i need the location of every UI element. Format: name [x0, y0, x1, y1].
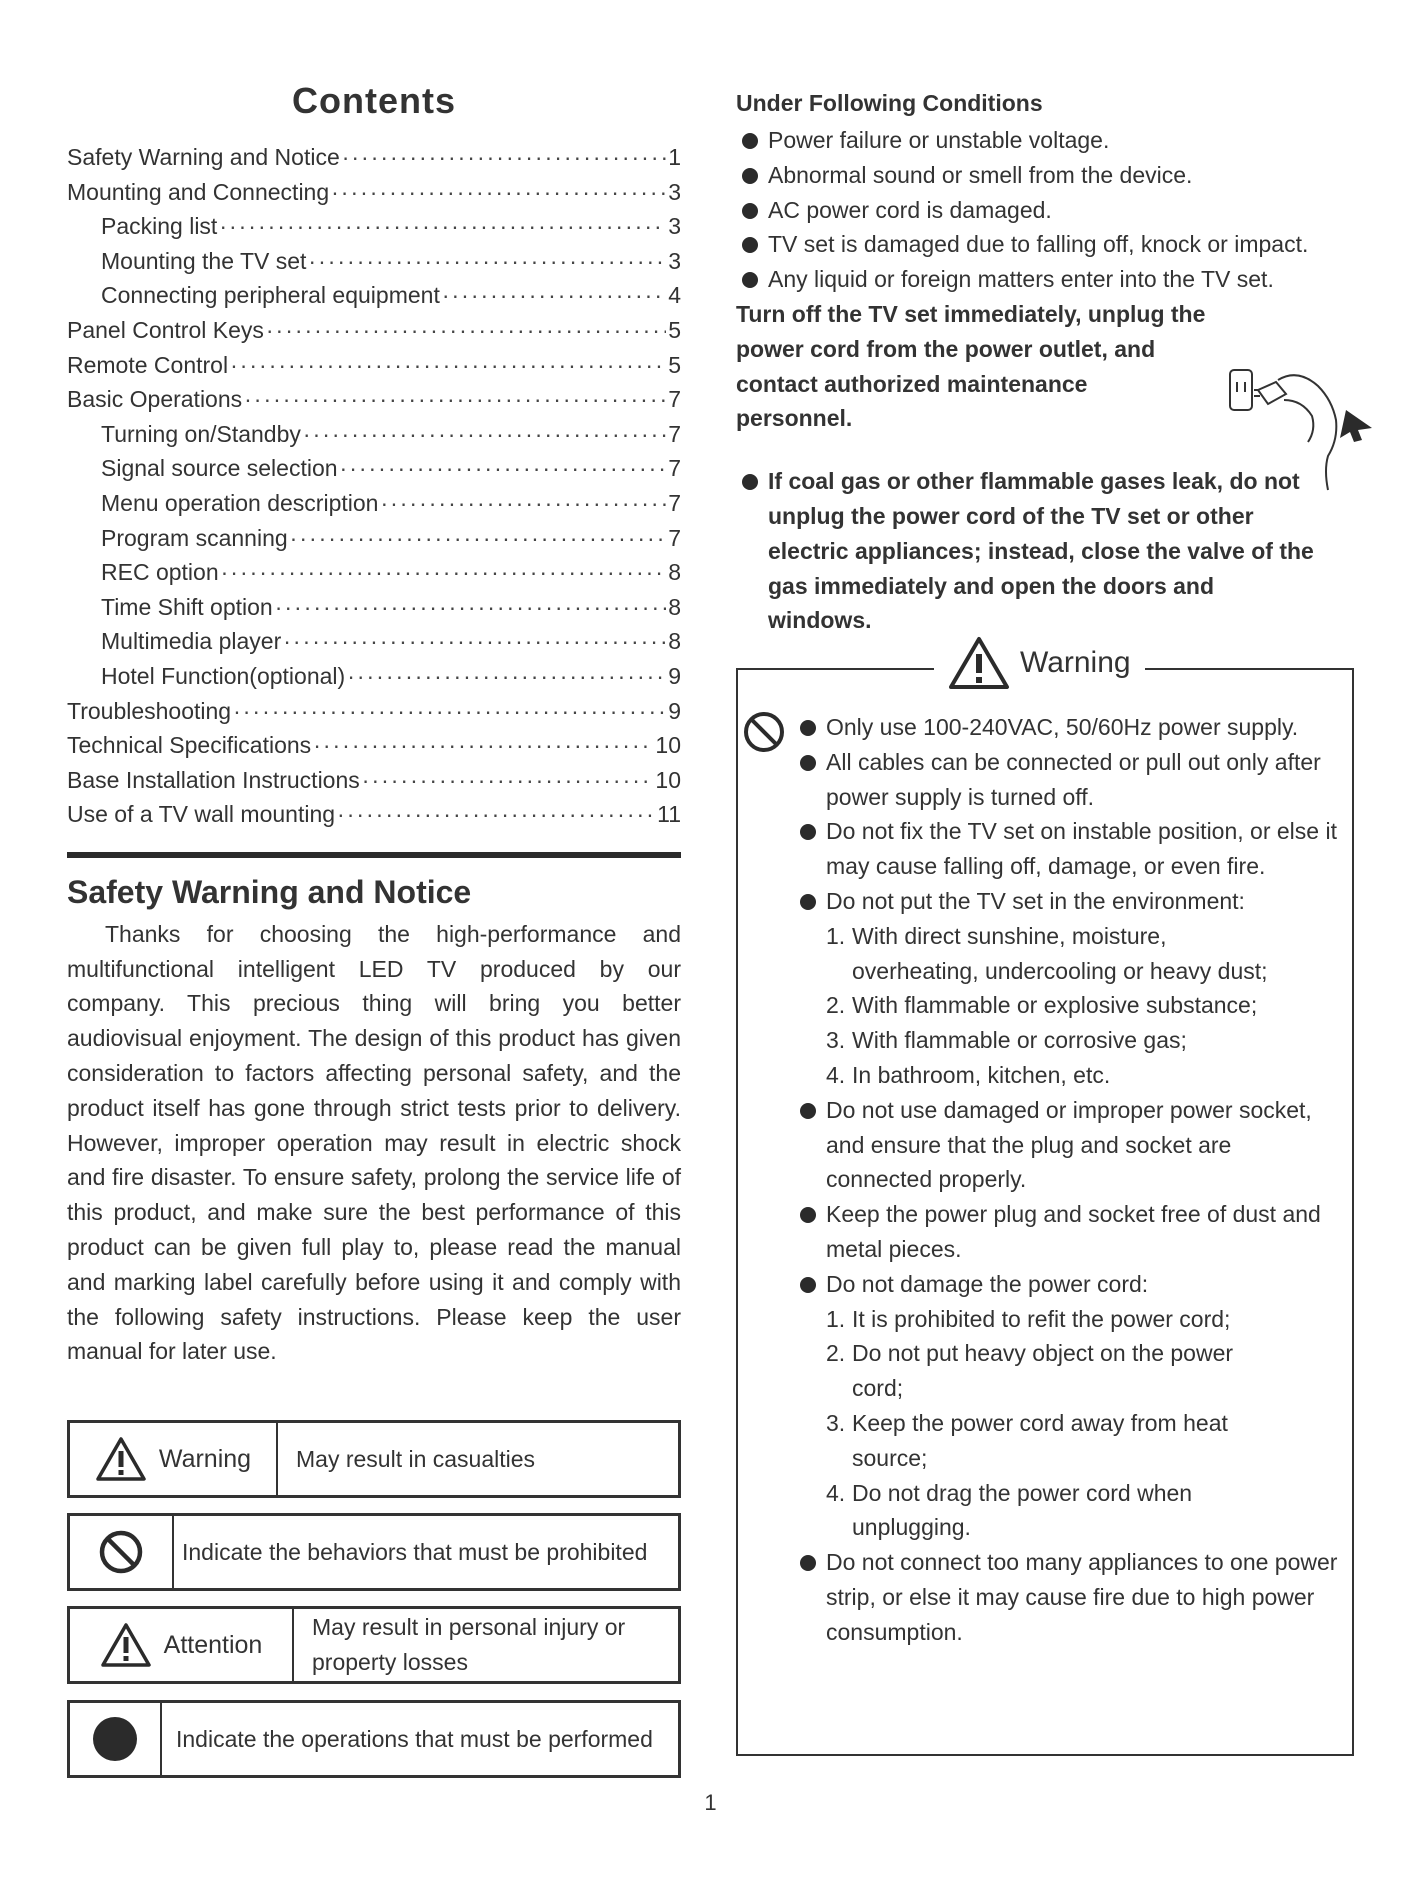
toc-entry-page: 7 — [668, 420, 681, 447]
warning-sub-item: 1. With direct sunshine, moisture, — [826, 922, 1167, 949]
toc-entry-page: 1 — [668, 144, 681, 170]
legend-attention-box — [67, 1606, 681, 1684]
warning-sub-item-continuation: overheating, undercooling or heavy dust; — [852, 957, 1268, 984]
warning-sub-item-continuation: source; — [852, 1444, 928, 1471]
legend-attention-label-cell — [70, 1609, 294, 1681]
toc-entry-label: Connecting peripheral equipment — [101, 282, 440, 309]
toc-entry — [67, 455, 681, 490]
toc-entry-page: 4 — [668, 282, 681, 309]
left-column — [67, 80, 681, 1369]
toc-leader-dots — [283, 628, 666, 655]
toc-leader-dots — [266, 317, 666, 344]
toc-entry — [67, 663, 681, 698]
toc-entry-label: Use of a TV wall mounting — [67, 801, 336, 828]
toc-entry-label: Remote Control — [67, 351, 229, 378]
toc-leader-dots — [340, 455, 667, 482]
legend-warning-box — [67, 1420, 681, 1498]
page-number: 1 — [704, 1790, 717, 1815]
toc-entry-label: Troubleshooting — [67, 697, 232, 724]
attention-triangle-icon — [100, 1622, 152, 1668]
toc-entry-label: Technical Specifications — [67, 732, 312, 759]
toc-entry — [67, 248, 681, 283]
toc-leader-dots — [308, 248, 666, 275]
toc-leader-dots — [347, 663, 666, 690]
toc-entry-label: Base Installation Instructions — [67, 766, 360, 793]
toc-entry — [67, 628, 681, 663]
legend-prohibited-box — [67, 1513, 681, 1591]
toc-entry-page: 7 — [668, 386, 681, 413]
toc-entry — [67, 179, 681, 214]
warning-item: All cables can be connected or pull out only after power supply is turned off. — [738, 745, 1352, 815]
toc-leader-dots — [313, 732, 653, 759]
warning-triangle-icon — [95, 1436, 147, 1482]
toc-leader-dots — [442, 282, 666, 309]
legend-attention-label: Attention — [163, 1630, 263, 1659]
toc-entry-page: 11 — [657, 801, 681, 828]
warning-sub-item: 3. With flammable or corrosive gas; — [826, 1027, 1187, 1054]
safety-section-title: Safety Warning and Notice — [67, 873, 472, 910]
toc-entry-label: Program scanning — [101, 524, 288, 551]
toc-entry-label: Basic Operations — [67, 386, 243, 413]
toc-leader-dots — [337, 801, 655, 828]
toc-entry-page: 9 — [668, 697, 681, 724]
warning-list — [738, 710, 1352, 1650]
unplug-hand-icon — [1228, 360, 1378, 500]
toc-entry-label: Multimedia player — [101, 628, 282, 655]
toc-entry-label: Hotel Function(optional) — [101, 662, 346, 689]
legend-performed-text-cell — [162, 1703, 678, 1775]
warning-item: Do not fix the TV set on instable position, or else it may cause falling off, damage, or even fire. — [738, 814, 1352, 884]
toc-entry — [67, 732, 681, 767]
condition-item: Power failure or unstable voltage. — [736, 123, 1356, 158]
toc-entry-page: 7 — [668, 455, 681, 482]
toc-leader-dots — [290, 525, 667, 552]
toc-entry — [67, 490, 681, 525]
toc-entry-label: Turning on/Standby — [101, 420, 301, 447]
toc-entry — [67, 144, 681, 179]
warning-item: Do not put the TV set in the environment: — [738, 884, 1352, 919]
section-divider — [67, 852, 681, 858]
toc-entry — [67, 525, 681, 560]
toc-entry-page: 3 — [668, 247, 681, 274]
legend-attention-text: May result in personal injury or property losses — [312, 1614, 626, 1675]
toc-leader-dots — [342, 144, 666, 171]
toc-leader-dots — [219, 213, 666, 240]
toc-entry-page: 10 — [655, 766, 681, 793]
toc-leader-dots — [331, 179, 666, 206]
warning-box-header — [934, 636, 1145, 690]
legend-prohibited-text-cell — [174, 1516, 678, 1588]
toc-entry-page: 7 — [668, 524, 681, 551]
toc-entry-label: Mounting and Connecting — [67, 178, 330, 205]
warning-sub-item: 2. With flammable or explosive substance; — [826, 992, 1258, 1019]
toc-entry-page: 3 — [668, 213, 681, 240]
toc-entry-label: Safety Warning and Notice — [67, 144, 340, 170]
toc-entry-page: 8 — [668, 559, 681, 586]
legend-warning-text-cell — [278, 1423, 678, 1495]
toc-leader-dots — [362, 767, 654, 794]
toc-entry — [67, 594, 681, 629]
toc-entry-page: 3 — [668, 178, 681, 205]
toc-entry-page: 5 — [668, 316, 681, 343]
toc-entry-label: Mounting the TV set — [101, 247, 307, 274]
prohibited-icon — [97, 1528, 145, 1576]
legend-attention-text-cell — [294, 1609, 678, 1681]
safety-intro-paragraph: Thanks for choosing the high-performance and multifunctional intelligent LED TV produced by our company. This precious thing will bring you better audiovisual enjoyment. The design of this product has given consideration to factors affecting personal safety, and the product itself has gone through strict tests prior to delivery. However, improper operation may result in electric shock and fire disaster. To ensure safety, prolong the service life of this product, and make sure the best performance of this product can be given full play to, please read the manual and marking label carefully before using it and comply with the following safety instructions. Please keep the user manual for later use. — [67, 920, 681, 1365]
toc-entry-page: 8 — [668, 593, 681, 620]
warning-item: Do not use damaged or improper power socket, and ensure that the plug and socket are connected properly. — [738, 1093, 1352, 1197]
warning-sub-item: 1. It is prohibited to refit the power cord; — [826, 1305, 1231, 1332]
toc-entry-page: 10 — [655, 732, 681, 759]
toc-entry-label: Time Shift option — [101, 593, 273, 620]
condition-item: AC power cord is damaged. — [736, 193, 1356, 228]
toc-entry — [67, 213, 681, 248]
toc-leader-dots — [380, 490, 666, 517]
warning-sub-item: 4. In bathroom, kitchen, etc. — [826, 1061, 1111, 1088]
condition-item: Any liquid or foreign matters enter into the TV set. — [736, 262, 1356, 297]
warning-triangle-icon — [948, 636, 1010, 690]
warning-sub-item: 3. Keep the power cord away from heat — [826, 1409, 1228, 1436]
warning-box-title: Warning — [1020, 646, 1131, 679]
toc-entry — [67, 352, 681, 387]
toc-leader-dots — [233, 698, 666, 725]
gas-leak-warning: If coal gas or other flammable gases leak, do not unplug the power cord of the TV set or other electric appliances; instead, close the valve of the gas immediately and open the doors and windows. — [736, 464, 1356, 638]
toc-entry — [67, 317, 681, 352]
toc-entry-label: Packing list — [101, 213, 218, 240]
legend-prohibited-icon-cell — [70, 1516, 174, 1588]
table-of-contents — [67, 144, 681, 836]
toc-entry-page: 7 — [668, 489, 681, 516]
toc-entry — [67, 386, 681, 421]
mandatory-dot-icon — [92, 1716, 138, 1762]
toc-entry-label: REC option — [101, 559, 219, 586]
toc-entry-page: 5 — [668, 351, 681, 378]
toc-entry — [67, 767, 681, 802]
warning-sub-item-continuation: unplugging. — [852, 1514, 971, 1541]
toc-leader-dots — [230, 352, 666, 379]
legend-performed-box — [67, 1700, 681, 1778]
warning-sub-item: 2. Do not put heavy object on the power — [826, 1340, 1234, 1367]
toc-entry — [67, 421, 681, 456]
warning-box — [736, 646, 1354, 1756]
toc-entry-label: Panel Control Keys — [67, 316, 264, 343]
warning-item: Do not damage the power cord: — [738, 1267, 1352, 1302]
toc-leader-dots — [275, 594, 666, 621]
toc-leader-dots — [303, 421, 666, 448]
toc-entry-label: Signal source selection — [101, 455, 338, 482]
legend-warning-label: Warning — [158, 1444, 252, 1473]
legend-warning-label-cell — [70, 1423, 278, 1495]
condition-item: TV set is damaged due to falling off, knock or impact. — [736, 227, 1356, 262]
toc-leader-dots — [244, 386, 666, 413]
legend-warning-text: May result in casualties — [296, 1445, 536, 1472]
legend-performed-text: Indicate the operations that must be performed — [176, 1725, 653, 1752]
toc-entry — [67, 282, 681, 317]
toc-entry — [67, 698, 681, 733]
contents-title: Contents — [292, 80, 456, 121]
toc-entry — [67, 801, 681, 836]
legend-prohibited-text: Indicate the behaviors that must be prohibited — [182, 1538, 648, 1565]
unplug-instruction: Turn off the TV set immediately, unplug the power cord from the power outlet, and contact authorized maintenance personnel. — [736, 300, 1206, 432]
warning-item: Do not connect too many appliances to one power strip, or else it may cause fire due to high power consumption. — [738, 1545, 1352, 1649]
toc-entry-page: 9 — [668, 662, 681, 689]
toc-entry-page: 8 — [668, 628, 681, 655]
warning-item: Keep the power plug and socket free of dust and metal pieces. — [738, 1197, 1352, 1267]
warning-item: Only use 100-240VAC, 50/60Hz power supply. — [738, 710, 1352, 745]
warning-sub-item-continuation: cord; — [852, 1375, 904, 1402]
legend-performed-icon-cell — [70, 1703, 162, 1775]
condition-item: Abnormal sound or smell from the device. — [736, 158, 1356, 193]
warning-sub-item: 4. Do not drag the power cord when — [826, 1479, 1193, 1506]
conditions-title: Under Following Conditions — [736, 90, 1043, 116]
toc-entry — [67, 559, 681, 594]
toc-leader-dots — [221, 559, 667, 586]
toc-entry-label: Menu operation description — [101, 489, 379, 516]
